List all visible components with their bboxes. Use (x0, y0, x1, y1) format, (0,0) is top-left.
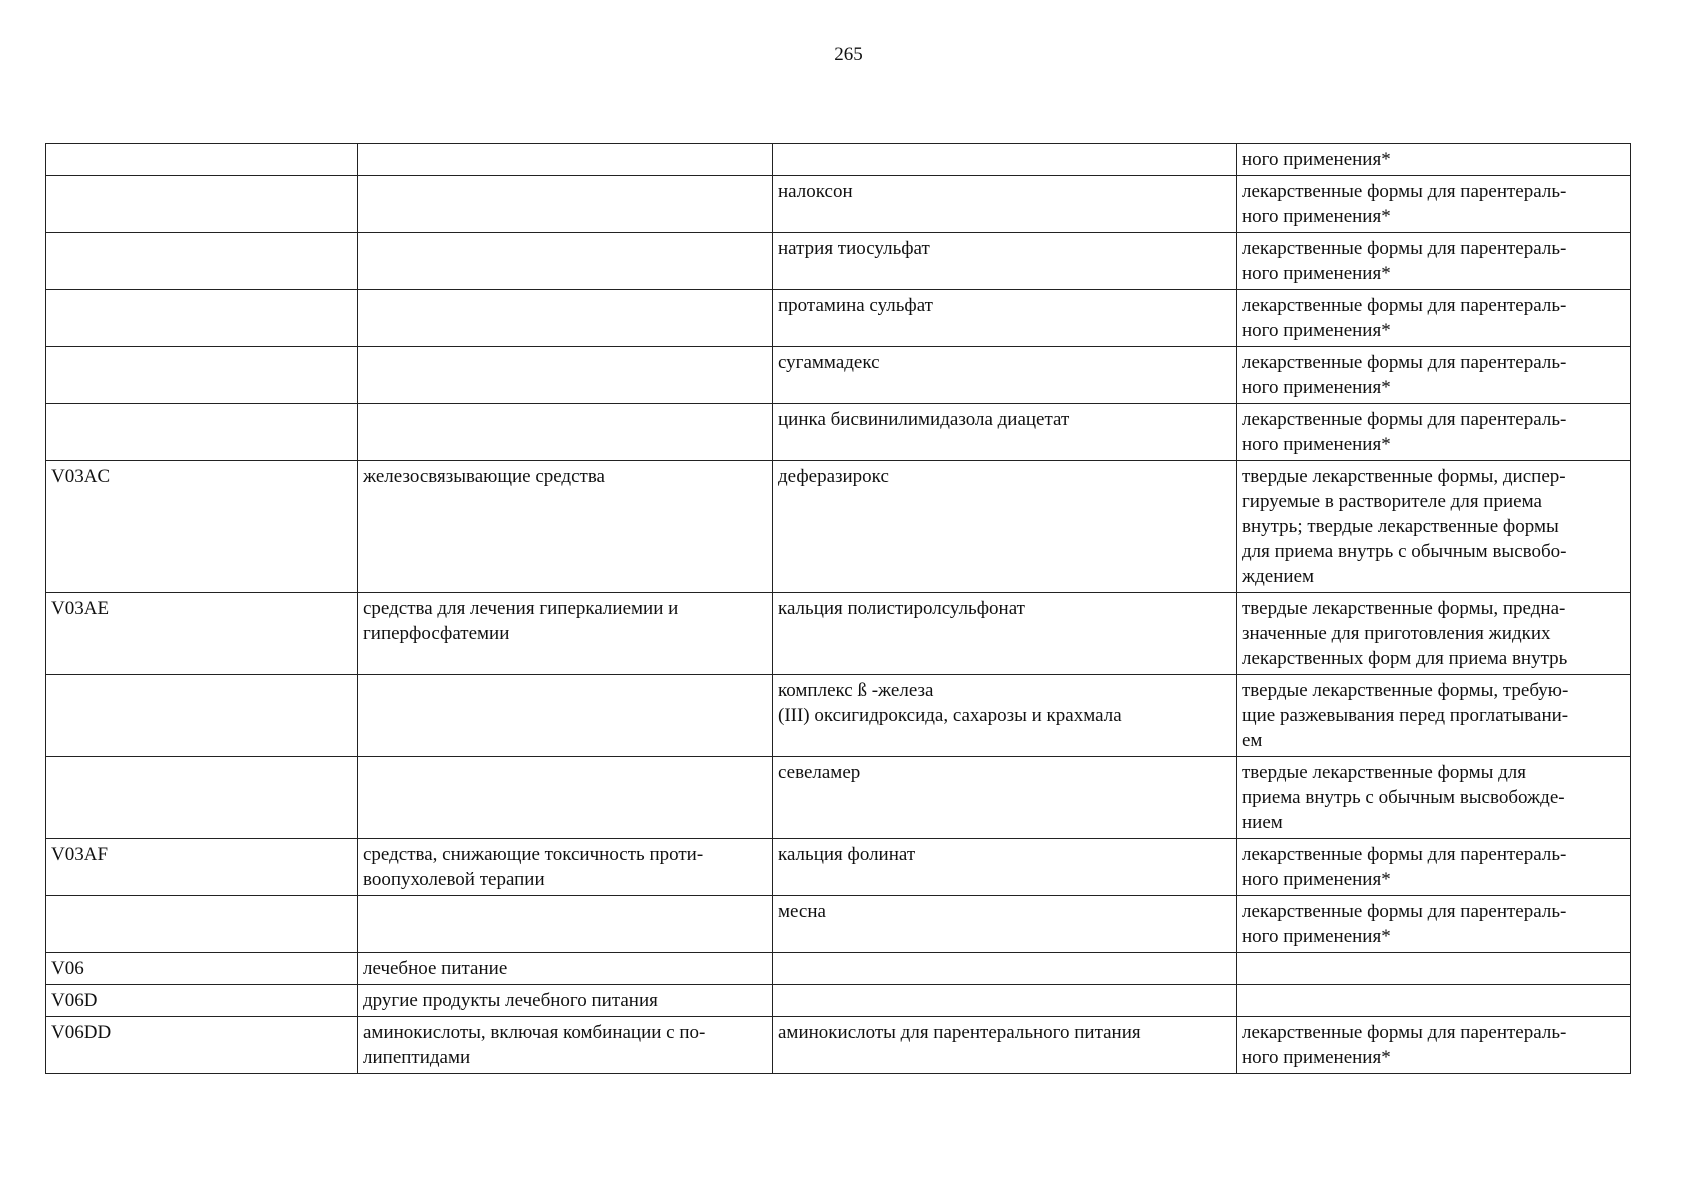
drug-table (45, 143, 1631, 1074)
group-cell (358, 1017, 773, 1074)
group-cell (358, 176, 773, 233)
drug-name-cell (773, 461, 1237, 593)
table-row (46, 953, 1631, 985)
group-cell (358, 593, 773, 675)
dosage-form-cell (1237, 176, 1631, 233)
atc-code-cell (46, 953, 358, 985)
group-cell (358, 144, 773, 176)
atc-code-cell (46, 1017, 358, 1074)
table-row (46, 233, 1631, 290)
table-row (46, 839, 1631, 896)
dosage-form: лекарственные формы для парентераль- ного применения* (1242, 238, 1567, 284)
atc-code-cell (46, 985, 358, 1017)
pharmacological-group: средства для лечения гиперкалиемии и гиперфосфатемии (363, 598, 679, 644)
table-row (46, 1017, 1631, 1074)
drug-name: деферазирокс (778, 466, 889, 487)
atc-code-cell (46, 233, 358, 290)
dosage-form-cell (1237, 675, 1631, 757)
drug-name-cell (773, 675, 1237, 757)
drug-name: протамина сульфат (778, 295, 933, 316)
dosage-form-cell (1237, 233, 1631, 290)
atc-code-cell (46, 757, 358, 839)
drug-name-cell (773, 839, 1237, 896)
atc-code-cell (46, 839, 358, 896)
drug-name: цинка бисвинилимидазола диацетат (778, 409, 1070, 430)
dosage-form: лекарственные формы для парентераль- ного применения* (1242, 844, 1567, 890)
atc-code-cell (46, 404, 358, 461)
dosage-form-cell (1237, 896, 1631, 953)
drug-name: комплекс ß -железа (III) оксигидроксида, сахарозы и крахмала (778, 680, 1122, 726)
pharmacological-group: аминокислоты, включая комбинации с по- липептидами (363, 1022, 706, 1068)
group-cell (358, 839, 773, 896)
drug-name-cell (773, 144, 1237, 176)
dosage-form: твердые лекарственные формы, диспер- гируемые в растворителе для приема внутрь; твердые лекарственные формы для приема внутрь с обычным высвобо- ждением (1242, 466, 1567, 587)
dosage-form: лекарственные формы для парентераль- ного применения* (1242, 352, 1567, 398)
dosage-form: лекарственные формы для парентераль- ного применения* (1242, 409, 1567, 455)
dosage-form: лекарственные формы для парентераль- ного применения* (1242, 901, 1567, 947)
pharmacological-group: железосвязывающие средства (363, 466, 605, 487)
dosage-form-cell (1237, 839, 1631, 896)
dosage-form: лекарственные формы для парентераль- ного применения* (1242, 295, 1567, 341)
table-row (46, 675, 1631, 757)
table-row (46, 176, 1631, 233)
atc-code: V06D (51, 990, 98, 1011)
atc-code: V03AC (51, 466, 111, 487)
drug-name: кальция фолинат (778, 844, 916, 865)
atc-code-cell (46, 144, 358, 176)
dosage-form-cell (1237, 404, 1631, 461)
dosage-form-cell (1237, 290, 1631, 347)
table-row (46, 404, 1631, 461)
drug-name: натрия тиосульфат (778, 238, 930, 259)
atc-code-cell (46, 347, 358, 404)
drug-name: аминокислоты для парентерального питания (778, 1022, 1141, 1043)
atc-code-cell (46, 176, 358, 233)
drug-name: месна (778, 901, 826, 922)
atc-code-cell (46, 593, 358, 675)
group-cell (358, 953, 773, 985)
atc-code: V03AE (51, 598, 110, 619)
dosage-form: лекарственные формы для парентераль- ного применения* (1242, 1022, 1567, 1068)
drug-name-cell (773, 896, 1237, 953)
table-row (46, 290, 1631, 347)
group-cell (358, 461, 773, 593)
group-cell (358, 896, 773, 953)
drug-name-cell (773, 290, 1237, 347)
table-row (46, 985, 1631, 1017)
drug-table-body (46, 144, 1631, 1074)
drug-name: кальция полистиролсульфонат (778, 598, 1025, 619)
pharmacological-group: лечебное питание (363, 958, 508, 979)
pharmacological-group: другие продукты лечебного питания (363, 990, 658, 1011)
drug-name-cell (773, 233, 1237, 290)
group-cell (358, 675, 773, 757)
group-cell (358, 290, 773, 347)
dosage-form-cell (1237, 757, 1631, 839)
drug-name-cell (773, 404, 1237, 461)
dosage-form: твердые лекарственные формы, требую- щие разжевывания перед проглатывани- ем (1242, 680, 1569, 751)
dosage-form: ного применения* (1242, 149, 1391, 170)
drug-name-cell (773, 985, 1237, 1017)
dosage-form-cell (1237, 953, 1631, 985)
atc-code-cell (46, 896, 358, 953)
drug-name: севеламер (778, 762, 861, 783)
table-row (46, 757, 1631, 839)
dosage-form-cell (1237, 144, 1631, 176)
pharmacological-group: средства, снижающие токсичность проти- воопухолевой терапии (363, 844, 704, 890)
atc-code: V06DD (51, 1022, 112, 1043)
drug-name-cell (773, 953, 1237, 985)
atc-code-cell (46, 461, 358, 593)
drug-name-cell (773, 593, 1237, 675)
table-row (46, 896, 1631, 953)
group-cell (358, 347, 773, 404)
atc-code: V03AF (51, 844, 109, 865)
drug-name-cell (773, 347, 1237, 404)
dosage-form: твердые лекарственные формы, предна- значенные для приготовления жидких лекарственных форм для приема внутрь (1242, 598, 1568, 669)
drug-name: сугаммадекс (778, 352, 880, 373)
dosage-form: твердые лекарственные формы для приема внутрь с обычным высвобожде- нием (1242, 762, 1565, 833)
table-row (46, 593, 1631, 675)
dosage-form-cell (1237, 347, 1631, 404)
table-row (46, 347, 1631, 404)
atc-code: V06 (51, 958, 84, 979)
table-row (46, 144, 1631, 176)
drug-name-cell (773, 176, 1237, 233)
drug-name-cell (773, 757, 1237, 839)
group-cell (358, 985, 773, 1017)
table-row (46, 461, 1631, 593)
drug-name-cell (773, 1017, 1237, 1074)
group-cell (358, 233, 773, 290)
dosage-form-cell (1237, 593, 1631, 675)
page-number: 265 (834, 44, 863, 65)
group-cell (358, 757, 773, 839)
group-cell (358, 404, 773, 461)
dosage-form: лекарственные формы для парентераль- ного применения* (1242, 181, 1567, 227)
dosage-form-cell (1237, 461, 1631, 593)
dosage-form-cell (1237, 985, 1631, 1017)
atc-code-cell (46, 675, 358, 757)
drug-name: налоксон (778, 181, 853, 202)
dosage-form-cell (1237, 1017, 1631, 1074)
atc-code-cell (46, 290, 358, 347)
